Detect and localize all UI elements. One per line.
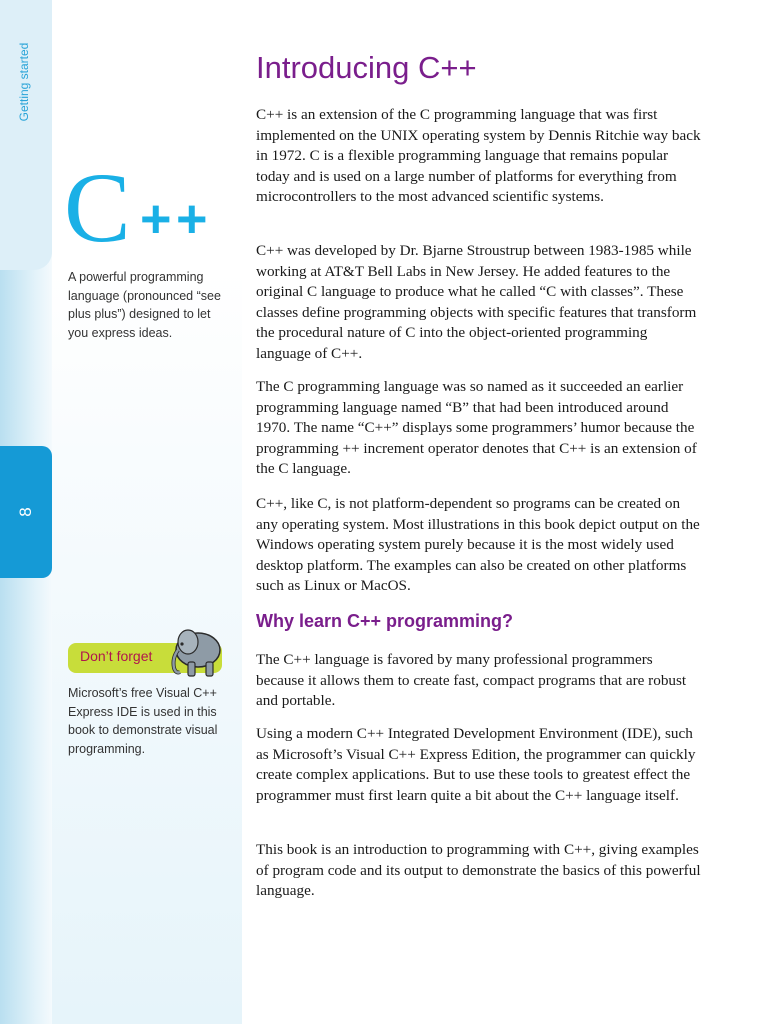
page-title: Introducing C++	[256, 50, 477, 85]
section-tab	[0, 0, 52, 270]
cpp-logo	[64, 152, 224, 264]
logo-caption: A powerful programming language (pronounced “see plus plus”) designed to let you express ideas.	[68, 270, 221, 340]
logo-plus: +	[140, 189, 172, 249]
logo-letter: C	[64, 152, 131, 263]
body-paragraph: C++ was developed by Dr. Bjarne Stroustrup between 1983-1985 while working at AT&T Bell Labs in New Jersey. He added features to the original C language to produce what he called “C with classes”. These classes define programming objects with specific features that transform the procedural nature of C into the object-oriented programming language of C++.	[256, 242, 697, 362]
body-paragraph: This book is an introduction to programming with C++, giving examples of program code and its output to demonstrate the basics of this powerful language.	[256, 841, 701, 900]
elephant-icon	[166, 624, 228, 680]
logo-plus: +	[176, 189, 208, 249]
body-paragraph: C++ is an extension of the C programming language that was first implemented on the UNIX operating system by Dennis Ritchie way back in 1972. C is a flexible programming language that remains popular today and is used on a large number of platforms for everything from microcontrollers to the most advanced scientific systems.	[256, 106, 701, 206]
page-number: 8	[16, 507, 35, 517]
body-paragraph: C++, like C, is not platform-dependent so programs can be created on any operating system. Most illustrations in this book depict output on the Windows operating system purely because it is the most widely used desktop platform. The examples can also be created on other platforms such as Linux or MacOS.	[256, 495, 700, 595]
dont-forget-label: Don’t forget	[80, 648, 153, 664]
dont-forget-note: Microsoft’s free Visual C++ Express IDE is used in this book to demonstrate visual programming.	[68, 686, 218, 756]
section-label: Getting started	[17, 42, 31, 122]
body-paragraph: The C programming language was so named as it succeeded an earlier programming language named “B” that had been introduced around 1970. The name “C++” displays some programmers’ humor because the programming ++ increment operator denotes that C++ is an extension of the C language.	[256, 378, 697, 478]
body-paragraph: Using a modern C++ Integrated Development Environment (IDE), such as Microsoft’s Visual C++ Express Edition, the programmer can quickly create complex applications. But to use these tools to greatest effect the programmer must first learn quite a bit about the C++ language itself.	[256, 725, 696, 804]
section-heading: Why learn C++ programming?	[256, 611, 514, 631]
body-paragraph: The C++ language is favored by many professional programmers because it allows them to create fast, compact programs that are robust and portable.	[256, 651, 687, 710]
